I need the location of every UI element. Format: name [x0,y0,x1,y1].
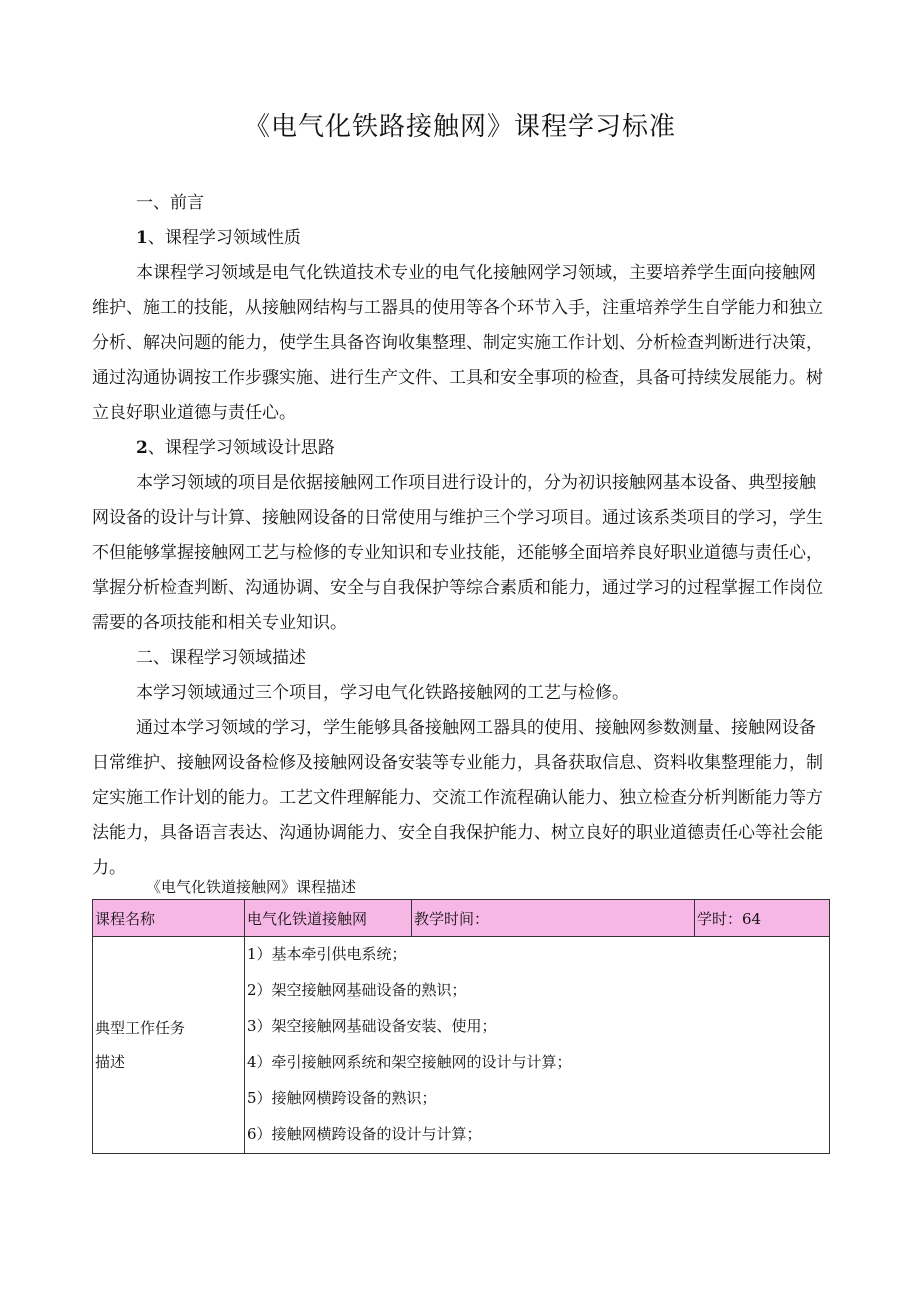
paragraph-nature: 本课程学习领域是电气化铁道技术专业的电气化接触网学习领域，主要培养学生面向接触网维护、施工的技能，从接触网结构与工器具的使用等各个环节入手，注重培养学生自学能力和独立分析、解决问题的能力，使学生具备咨询收集整理、制定实施工作计划、分析检查判断进行决策，通过沟通协调按工作步骤实施、进行生产文件、工具和安全事项的检查，具备可持续发展能力。树立良好职业道德与责任心。 [92,263,823,423]
course-hours: 学时：64 [695,900,830,937]
typical-tasks-label [93,937,245,1154]
list-item: 3）架空接触网基础设备安装、使用； [247,1017,497,1035]
list-item: 4）牵引接触网系统和架空接触网的设计与计算； [247,1053,572,1071]
list-item: 6）接触网横跨设备的设计与计算； [247,1125,482,1143]
subsection-title-1: 、课程学习领域性质 [147,228,301,248]
table-row [93,937,830,1154]
table-header-row [93,900,830,937]
page-title: 《电气化铁路接触网》课程学习标准 [243,112,676,142]
table-caption: 《电气化铁道接触网》课程描述 [146,878,357,896]
subsection-heading-1 [92,221,832,256]
subsection-heading-2 [92,431,832,466]
list-item: 2）架空接触网基础设备的熟识； [247,981,467,999]
subsection-number-2: 2 [136,438,148,458]
list-item: 1）基本牵引供电系统； [247,945,407,963]
body-text [92,186,832,886]
paragraph-projects: 本学习领域通过三个项目，学习电气化铁路接触网的工艺与检修。 [136,683,629,703]
subsection-title-2: 、课程学习领域设计思路 [147,438,335,458]
course-name-value: 电气化铁道接触网 [245,900,412,937]
typical-tasks-list [245,937,830,1154]
description-heading: 二、课程学习领域描述 [136,648,306,668]
typical-tasks-label-line1: 典型工作任务 [95,1019,186,1037]
course-description-table [92,899,830,1154]
subsection-number-1: 1 [136,228,148,248]
paragraph-abilities: 通过本学习领域的学习，学生能够具备接触网工器具的使用、接触网参数测量、接触网设备日常维护、接触网设备检修及接触网设备安装等专业能力，具备获取信息、资料收集整理能力，制定实施工作计划的能力。工艺文件理解能力、交流工作流程确认能力、独立检查分析判断能力等方法能力，具备语言表达、沟通协调能力、安全自我保护能力、树立良好的职业道德责任心等社会能力。 [92,718,823,878]
typical-tasks-label-line2: 描述 [95,1053,126,1071]
preface-heading: 一、前言 [136,193,204,213]
course-name-label: 课程名称 [93,900,245,937]
teaching-time-label: 教学时间： [412,900,695,937]
list-item: 5）接触网横跨设备的熟识； [247,1089,437,1107]
paragraph-design: 本学习领域的项目是依据接触网工作项目进行设计的，分为初识接触网基本设备、典型接触网设备的设计与计算、接触网设备的日常使用与维护三个学习项目。通过该系类项目的学习，学生不但能够掌握接触网工艺与检修的专业知识和专业技能，还能够全面培养良好职业道德与责任心，掌握分析检查判断、沟通协调、安全与自我保护等综合素质和能力，通过学习的过程掌握工作岗位需要的各项技能和相关专业知识。 [92,473,823,633]
